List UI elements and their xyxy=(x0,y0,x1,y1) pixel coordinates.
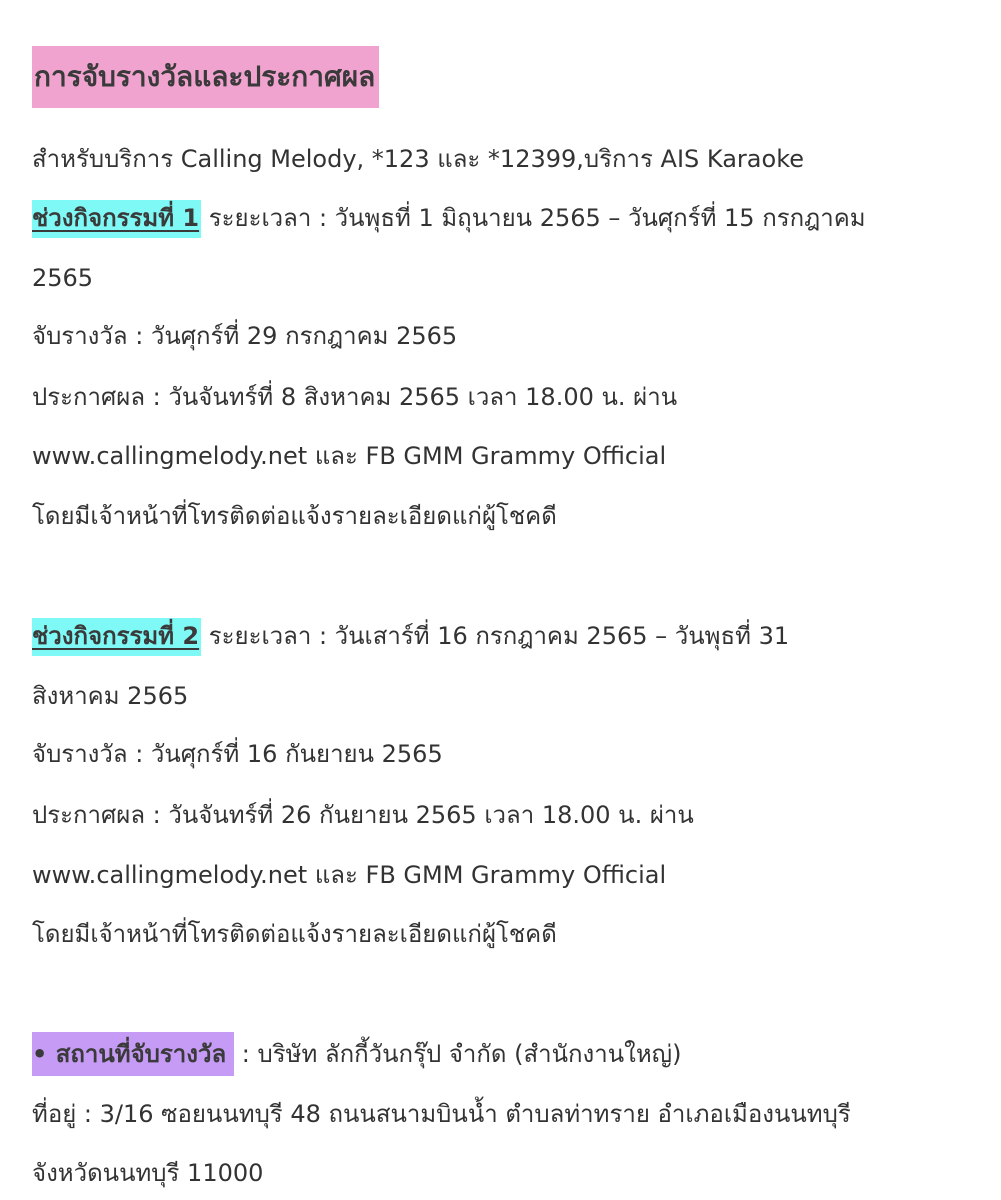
draw-location-line xyxy=(32,1038,682,1070)
period-1-range-continued: 2565 xyxy=(32,264,94,292)
draw-location-address-continued: จังหวัดนนทบุรี 11000 xyxy=(32,1159,264,1187)
period-2-range: ระยะเวลา : วันเสาร์ที่ 16 กรกฎาคม 2565 – วันพุธที่ 31 xyxy=(201,622,790,650)
period-1-announce: ประกาศผล : วันจันทร์ที่ 8 สิงหาคม 2565 เวลา 18.00 น. ผ่าน xyxy=(32,383,678,411)
intro-text: สำหรับบริการ Calling Melody, *123 และ *12399,บริการ AIS Karaoke xyxy=(32,145,804,173)
period-1-label: ช่วงกิจกรรมที่ 1 xyxy=(32,200,201,238)
period-2-range-continued: สิงหาคม 2565 xyxy=(32,682,189,710)
period-1-range: ระยะเวลา : วันพุธที่ 1 มิถุนายน 2565 – วันศุกร์ที่ 15 กรกฎาคม xyxy=(201,204,866,232)
draw-location-label: • สถานที่จับรางวัล xyxy=(32,1032,234,1076)
page-title-text: การจับรางวัลและประกาศผล xyxy=(34,60,376,93)
period-1-contact-note: โดยมีเจ้าหน้าที่โทรติดต่อแจ้งรายละเอียดแก่ผู้โชคดี xyxy=(32,502,557,530)
period-1-draw-date: จับรางวัล : วันศุกร์ที่ 29 กรกฎาคม 2565 xyxy=(32,322,458,350)
period-2-contact-note: โดยมีเจ้าหน้าที่โทรติดต่อแจ้งรายละเอียดแก่ผู้โชคดี xyxy=(32,920,557,948)
period-1-announce-channels: www.callingmelody.net และ FB GMM Grammy Official xyxy=(32,442,667,470)
draw-location-company: : บริษัท ลักกี้วันกรุ๊ป จำกัด (สำนักงานใหญ่) xyxy=(234,1040,682,1068)
period-2-draw-date: จับรางวัล : วันศุกร์ที่ 16 กันยายน 2565 xyxy=(32,740,443,768)
page-title xyxy=(32,46,379,108)
draw-location-address: ที่อยู่ : 3/16 ซอยนนทบุรี 48 ถนนสนามบินน้ำ ตำบลท่าทราย อำเภอเมืองนนทบุรี xyxy=(32,1100,851,1128)
period-2-label: ช่วงกิจกรรมที่ 2 xyxy=(32,618,201,656)
period-1-range-line xyxy=(32,202,866,234)
period-2-announce: ประกาศผล : วันจันทร์ที่ 26 กันยายน 2565 เวลา 18.00 น. ผ่าน xyxy=(32,801,694,829)
period-2-announce-channels: www.callingmelody.net และ FB GMM Grammy Official xyxy=(32,861,667,889)
period-2-range-line xyxy=(32,620,789,652)
